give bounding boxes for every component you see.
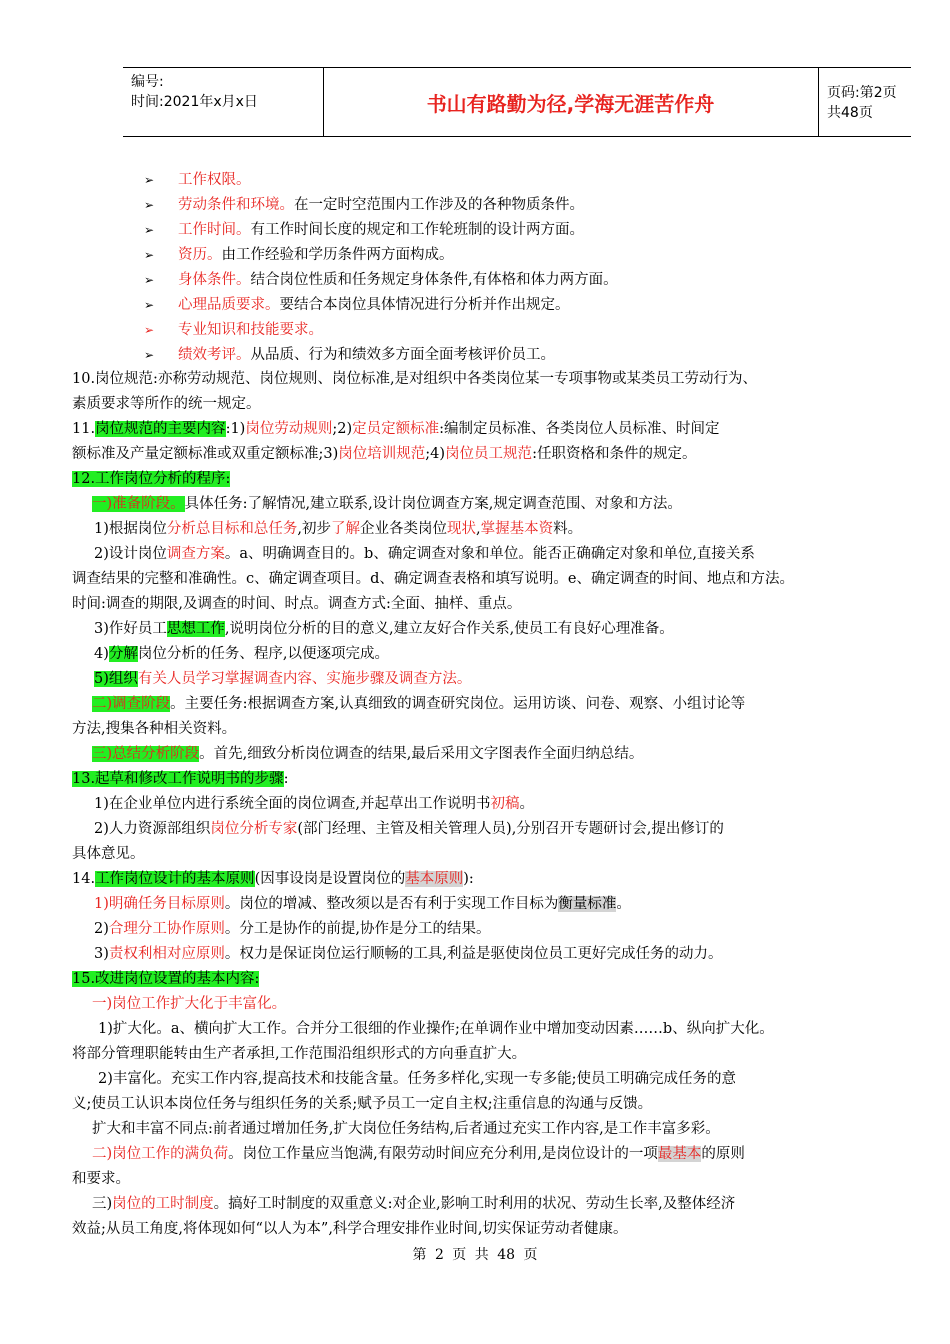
stage-1-item-cont: 调查结果的完整和准确性。c、确定调查项目。d、确定调查表格和填写说明。e、确定调查的时间、地点和方法。	[72, 571, 794, 587]
header-motto: 书山有路勤为径,学海无涯苦作舟	[426, 91, 715, 116]
section-14-item: 2)合理分工协作原则。分工是协作的前提,协作是分工的结果。	[94, 921, 491, 937]
section-13-item: 1)在企业单位内进行系统全面的岗位调查,并起草出工作说明书初稿。	[94, 796, 534, 812]
page-footer: 第 2 页 共 48 页	[412, 1247, 538, 1263]
section-15-item: 2)丰富化。充实工作内容,提高技术和技能含量。任务多样化,实现一专多能;使员工明确完成任务的意	[98, 1071, 736, 1087]
stage-1-item: 2)设计岗位调查方案。a、明确调查目的。b、确定调查对象和单位。能否正确确定对象和单位,直接关系	[94, 546, 755, 562]
stage-1-line: 一)准备阶段。具体任务:了解情况,建立联系,设计岗位调查方案,规定调查范围、对象和方法。	[92, 496, 682, 512]
stage-3-line: 三)总结分析阶段。首先,细致分析岗位调查的结果,最后采用文字图表作全面归纳总结。	[92, 746, 644, 762]
header-meta	[131, 72, 321, 112]
section-14-line: 14.工作岗位设计的基本原则(因事设岗是设置岗位的基本原则):	[72, 871, 474, 887]
section-15-part-3-cont: 效益;从员工角度,将体现如何“以人为本”,科学合理安排作业时间,切实保证劳动者健康。	[72, 1221, 628, 1237]
bullet-item: ➢ 身体条件。结合岗位性质和任务规定身体条件,有体格和体力两方面。	[144, 268, 950, 293]
arrow-bullet-icon: ➢	[144, 198, 155, 212]
section-14-heading: 工作岗位设计的基本原则	[95, 871, 255, 887]
stage-1-item-cont: 时间:调查的期限,及调查的时间、时点。调查方式:全面、抽样、重点。	[72, 596, 522, 612]
section-15-heading: 15.改进岗位设置的基本内容:	[72, 971, 260, 987]
section-14-item: 3)责权利相对应原则。权力是保证岗位运行顺畅的工具,利益是驱使岗位员工更好完成任务的动力。	[94, 946, 723, 962]
section-11-line: 11.岗位规范的主要内容:1)岗位劳动规则;2)定员定额标准:编制定员标准、各类岗位人员标准、时间定	[72, 421, 720, 437]
section-13-item: 2)人力资源部组织岗位分析专家(部门经理、主管及相关管理人员),分别召开专题研讨会,提出修订的	[94, 821, 724, 837]
section-15-part-1: 一)岗位工作扩大化于丰富化。	[92, 996, 287, 1012]
section-13-item-cont: 具体意见。	[72, 846, 145, 862]
section-14-item: 1)明确任务目标原则。岗位的增减、整改须以是否有利于实现工作目标为衡量标准。	[94, 896, 631, 912]
stage-1-heading: 一)准备阶段。	[92, 496, 185, 512]
stage-2-cont: 方法,搜集各种相关资料。	[72, 721, 237, 737]
arrow-bullet-icon: ➢	[144, 323, 155, 337]
section-15-item-cont: 义;使员工认识本岗位任务与组织任务的关系;赋予员工一定自主权;注重信息的沟通与反馈。	[72, 1096, 653, 1112]
bullet-item: ➢ 工作权限。	[144, 168, 950, 193]
arrow-bullet-icon: ➢	[144, 273, 155, 287]
bullet-item: ➢ 心理品质要求。要结合本岗位具体情况进行分析并作出规定。	[144, 293, 950, 318]
section-11-line: 额标准及产量定额标准或双重定额标准;3)岗位培训规范;4)岗位员工规范:任职资格和条件的规定。	[72, 446, 697, 462]
arrow-bullet-icon: ➢	[144, 248, 155, 262]
section-15-part-3: 三)岗位的工时制度。搞好工时制度的双重意义:对企业,影响工时利用的状况、劳动生长率,及整体经济	[92, 1196, 736, 1212]
section-15-item-cont: 将部分管理职能转由生产者承担,工作范围沿组织形式的方向垂直扩大。	[72, 1046, 527, 1062]
header-divider	[818, 68, 819, 136]
stage-1-item: 5)组织有关人员学习掌握调查内容、实施步骤及调查方法。	[94, 671, 472, 687]
bullet-item: ➢ 资历。由工作经验和学历条件两方面构成。	[144, 243, 950, 268]
section-15-part-2-cont: 和要求。	[72, 1171, 130, 1187]
bullet-item: ➢ 工作时间。有工作时间长度的规定和工作轮班制的设计两方面。	[144, 218, 950, 243]
section-15-part-2: 二)岗位工作的满负荷。岗位工作量应当饱满,有限劳动时间应充分利用,是岗位设计的一项最基本的原则	[92, 1146, 745, 1162]
bullet-item: ➢ 绩效考评。从品质、行为和绩效多方面全面考核评价员工。	[144, 343, 950, 368]
arrow-bullet-icon: ➢	[144, 298, 155, 312]
stage-2-heading: 二)调查阶段	[92, 696, 171, 712]
section-10-text: 10.岗位规范:亦称劳动规范、岗位规则、岗位标准,是对组织中各类岗位某一专项事物或某类员工劳动行为、	[72, 371, 758, 387]
stage-1-item: 3)作好员工思想工作,说明岗位分析的目的意义,建立友好合作关系,使员工有良好心理准备。	[94, 621, 674, 637]
section-10-text: 素质要求等所作的统一规定。	[72, 396, 261, 412]
stage-3-heading: 三)总结分析阶段	[92, 746, 200, 762]
bullet-item: ➢ 劳动条件和环境。在一定时空范围内工作涉及的各种物质条件。	[144, 193, 950, 218]
arrow-bullet-icon: ➢	[144, 348, 155, 362]
stage-1-item: 4)分解岗位分析的任务、程序,以便逐项完成。	[94, 646, 389, 662]
stage-2-line: 二)调查阶段。主要任务:根据调查方案,认真细致的调查研究岗位。运用访谈、问卷、观察、小组讨论等	[92, 696, 746, 712]
section-15-item: 扩大和丰富不同点:前者通过增加任务,扩大岗位任务结构,后者通过充实工作内容,是工作丰富多彩。	[92, 1121, 720, 1137]
page-header	[123, 67, 911, 137]
stage-1-item: 1)根据岗位分析总目标和总任务,初步了解企业各类岗位现状,掌握基本资料。	[94, 521, 583, 537]
section-15-item: 1)扩大化。a、横向扩大工作。合并分工很细的作业操作;在单调作业中增加变动因素……b、纵向扩大化。	[98, 1021, 774, 1037]
arrow-bullet-icon: ➢	[144, 223, 155, 237]
header-page-label: 页码:第2页 共48页	[827, 85, 897, 121]
section-13-heading: 13.起草和修改工作说明书的步骤:	[72, 771, 289, 787]
section-12-heading: 12.工作岗位分析的程序:	[72, 471, 231, 487]
time-label: 时间:2021年x月x日	[131, 94, 258, 110]
bullet-item: ➢ 专业知识和技能要求。	[144, 318, 950, 343]
arrow-bullet-icon: ➢	[144, 173, 155, 187]
number-label: 编号:	[131, 74, 164, 90]
section-11-heading: 岗位规范的主要内容	[95, 421, 226, 437]
